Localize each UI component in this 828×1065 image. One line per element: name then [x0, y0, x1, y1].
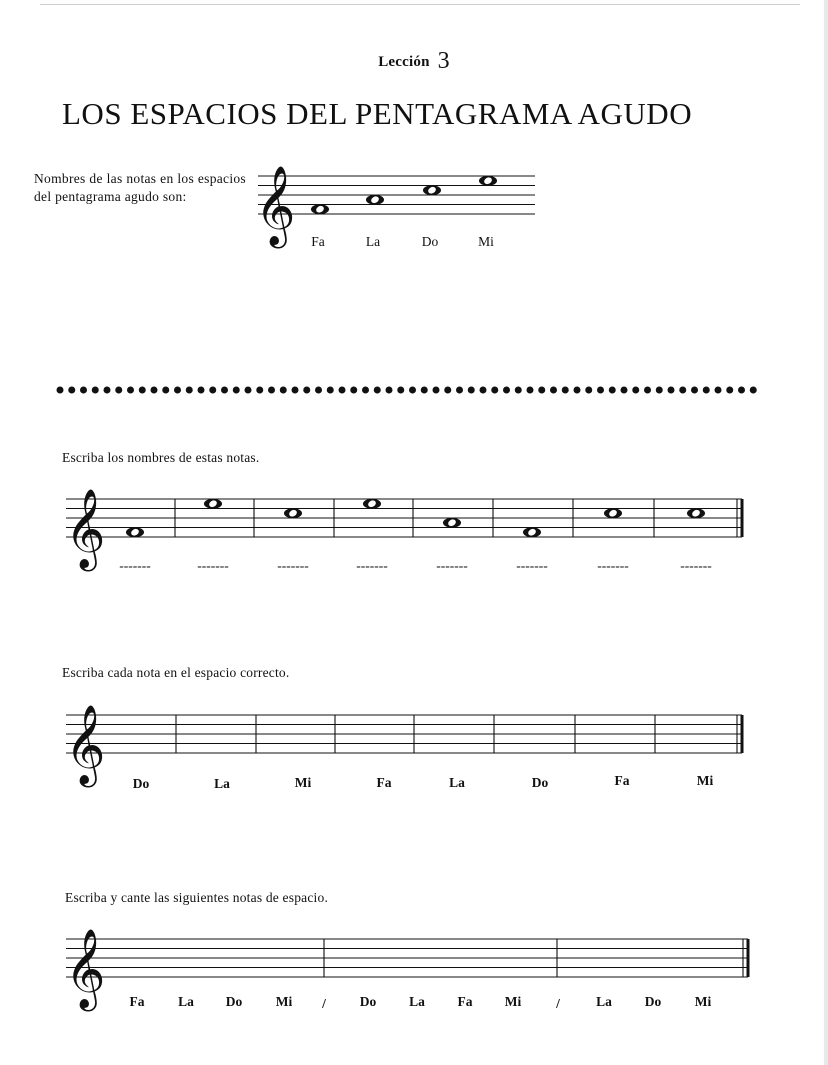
exercise3-label: Mi [504, 994, 522, 1009]
exercise3-label: La [178, 994, 194, 1009]
separator-slash: / [556, 996, 560, 1011]
exercise3-label: Fa [457, 994, 473, 1009]
treble-clef-icon: 𝄞 [65, 929, 106, 1009]
answer-blank: ------- [436, 558, 468, 573]
answer-blank: ------- [197, 558, 229, 573]
treble-clef-icon: 𝄞 [65, 705, 106, 785]
exercise2-label: Mi [294, 775, 312, 790]
lesson-number: 3 [437, 48, 450, 74]
intro-note-label: Mi [478, 234, 494, 249]
intro-note-label: Do [421, 234, 439, 249]
intro-text: Nombres de las notas en los espacios del pentagrama agudo son: [34, 171, 246, 204]
answer-blank: ------- [516, 558, 548, 573]
intro-note-label: Fa [311, 234, 325, 249]
exercise2-label: Do [132, 776, 150, 791]
answer-blank: ------- [680, 558, 712, 573]
intro-note-label: La [365, 234, 381, 249]
page-title: LOS ESPACIOS DEL PENTAGRAMA AGUDO [62, 96, 693, 131]
treble-clef-icon: 𝄞 [65, 489, 106, 569]
exercise2-label: La [214, 776, 230, 791]
exercise3-label: Do [644, 994, 662, 1009]
answer-blank: ------- [277, 558, 309, 573]
exercise3-label: Mi [275, 994, 293, 1009]
exercise2-label: Do [531, 775, 549, 790]
exercise2-label: Fa [376, 775, 392, 790]
exercise3-label: Mi [694, 994, 712, 1009]
final-barline [747, 939, 750, 977]
separator-slash: / [322, 996, 326, 1011]
exercise3-instruction: Escriba y cante las siguientes notas de espacio. [65, 890, 329, 905]
exercise3-label: La [596, 994, 612, 1009]
treble-clef-icon: 𝄞 [255, 166, 296, 246]
exercise3-label: Do [359, 994, 377, 1009]
exercise2-label: Fa [614, 773, 630, 788]
exercise2-instruction: Escriba cada nota en el espacio correcto. [62, 665, 290, 680]
lesson-label: Lección [378, 54, 430, 70]
answer-blank: ------- [597, 558, 629, 573]
exercise3-label: Fa [129, 994, 145, 1009]
exercise2-label: La [449, 775, 465, 790]
answer-blank: ------- [356, 558, 388, 573]
answer-blank: ------- [119, 558, 151, 573]
exercise1-instruction: Escriba los nombres de estas notas. [62, 450, 260, 465]
exercise3-label: La [409, 994, 425, 1009]
exercise2-label: Mi [696, 773, 714, 788]
exercise3-label: Do [225, 994, 243, 1009]
